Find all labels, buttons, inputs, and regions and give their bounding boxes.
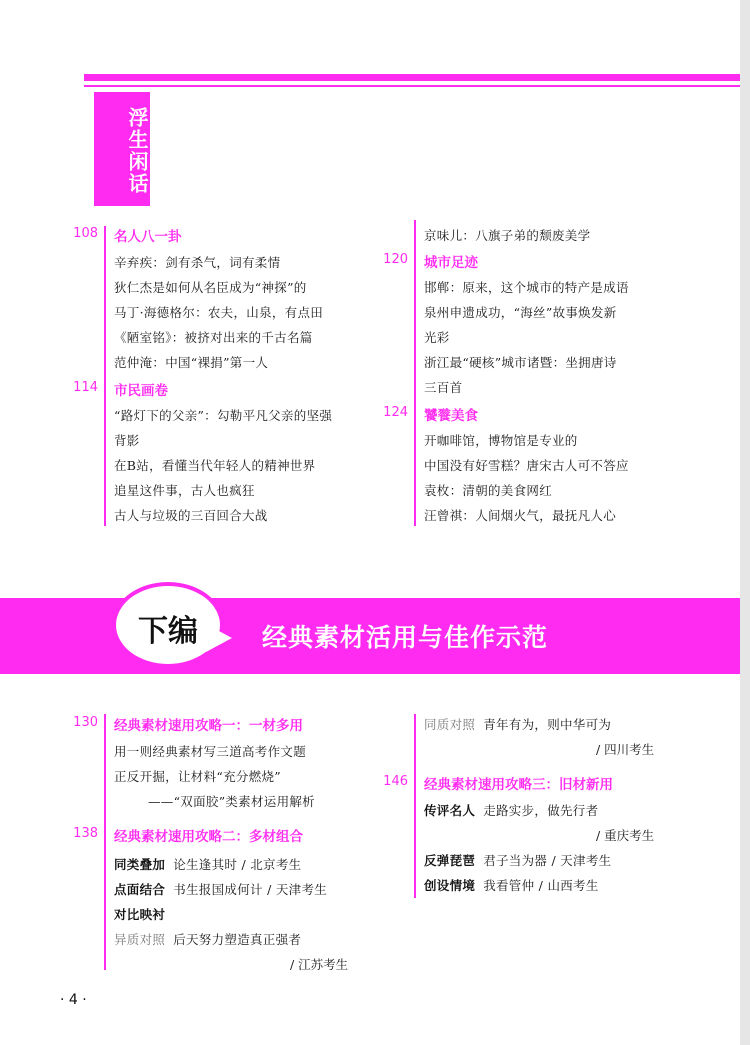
entry-text: 我看管仲 / 山西考生 bbox=[483, 878, 599, 893]
entry-text: 后天努力塑造真正强者 bbox=[173, 932, 302, 947]
toc-entry[interactable]: 狄仁杰是如何从名臣成为“神探”的 bbox=[114, 280, 307, 295]
toc-entry[interactable] bbox=[424, 876, 599, 894]
toc-entry[interactable] bbox=[424, 801, 598, 819]
toc-entry[interactable]: 马丁·海德格尔：农夫，山泉，有点田 bbox=[114, 305, 324, 320]
entry-tag: 创设情境 bbox=[424, 878, 476, 893]
toc-entry[interactable]: 泉州申遗成功，“海丝”故事焕发新 bbox=[424, 305, 617, 320]
page-number[interactable]: 138 bbox=[73, 826, 98, 841]
entry-text: 论生逢其时 / 北京考生 bbox=[173, 857, 302, 872]
toc-entry[interactable]: 浙江最“硬核”城市诸暨：坐拥唐诗 bbox=[424, 355, 617, 370]
toc-entry[interactable] bbox=[114, 880, 327, 898]
author-line: / 四川考生 bbox=[596, 742, 655, 757]
entry-tag: 对比映衬 bbox=[114, 907, 166, 922]
page-number[interactable]: 146 bbox=[383, 774, 408, 789]
toc-entry[interactable]: 袁枚：清朝的美食网红 bbox=[424, 483, 553, 498]
toc-entry[interactable]: 汪曾祺：人间烟火气，最抚凡人心 bbox=[424, 508, 617, 523]
toc-entry[interactable]: 光彩 bbox=[424, 330, 450, 345]
part-badge-label: 下编 bbox=[138, 614, 198, 649]
toc-heading[interactable]: 经典素材速用攻略二：多材组合 bbox=[114, 829, 303, 845]
toc-entry[interactable]: 中国没有好雪糕？唐宋古人可不答应 bbox=[424, 458, 629, 473]
toc-entry[interactable]: 三百首 bbox=[424, 380, 463, 395]
column-rule-left bbox=[104, 226, 106, 526]
column-rule-left-2 bbox=[104, 714, 106, 970]
entry-tag: 同类叠加 bbox=[114, 857, 166, 872]
toc-entry[interactable]: 开咖啡馆，博物馆是专业的 bbox=[424, 433, 578, 448]
entry-tag: 异质对照 bbox=[114, 932, 166, 947]
toc-entry[interactable] bbox=[114, 930, 301, 948]
page-number[interactable]: 120 bbox=[383, 252, 408, 267]
part-title: 经典素材活用与佳作示范 bbox=[262, 623, 549, 652]
entry-text: 君子当为器 / 天津考生 bbox=[483, 853, 612, 868]
author-line: / 江苏考生 bbox=[290, 957, 349, 972]
page-number[interactable]: 130 bbox=[73, 715, 98, 730]
toc-entry[interactable] bbox=[114, 855, 301, 873]
toc-entry[interactable]: 用一则经典素材写三道高考作文题 bbox=[114, 744, 307, 759]
page-number[interactable]: 124 bbox=[383, 405, 408, 420]
entry-tag: 同质对照 bbox=[424, 717, 476, 732]
toc-heading[interactable]: 经典素材速用攻略三：旧材新用 bbox=[424, 777, 613, 793]
page-edge bbox=[740, 0, 750, 1045]
toc-entry[interactable] bbox=[424, 851, 611, 869]
top-rule bbox=[84, 74, 740, 81]
entry-tag: 传评名人 bbox=[424, 803, 476, 818]
toc-entry[interactable]: 古人与垃圾的三百回合大战 bbox=[114, 508, 268, 523]
author-line: / 重庆考生 bbox=[596, 828, 655, 843]
toc-heading[interactable]: 名人八一卦 bbox=[114, 229, 182, 245]
toc-entry[interactable] bbox=[424, 715, 611, 733]
entry-text: 走路实步，做先行者 bbox=[483, 803, 599, 818]
toc-entry[interactable]: 正反开掘，让材料“充分燃烧” bbox=[114, 769, 281, 784]
page-footer-number: · 4 · bbox=[60, 992, 87, 1008]
toc-entry[interactable]: 在B站，看懂当代年轻人的精神世界 bbox=[114, 458, 316, 473]
toc-entry[interactable]: “路灯下的父亲”：勾勒平凡父亲的坚强 bbox=[114, 408, 333, 423]
toc-entry[interactable]: 《陋室铭》：被挤对出来的千古名篇 bbox=[114, 330, 313, 345]
toc-entry[interactable]: ——“双面胶”类素材运用解析 bbox=[148, 794, 315, 809]
top-rule-thin bbox=[84, 85, 740, 87]
page-number[interactable]: 114 bbox=[73, 380, 98, 395]
page-number[interactable]: 108 bbox=[73, 226, 98, 241]
entry-text: 书生报国成何计 / 天津考生 bbox=[173, 882, 328, 897]
toc-entry[interactable]: 京味儿：八旗子弟的颓废美学 bbox=[424, 228, 591, 243]
entry-tag: 点面结合 bbox=[114, 882, 166, 897]
entry-tag: 反弹琵琶 bbox=[424, 853, 476, 868]
toc-heading[interactable]: 城市足迹 bbox=[424, 255, 478, 271]
toc-entry[interactable]: 范仲淹：中国“裸捐”第一人 bbox=[114, 355, 269, 370]
toc-entry[interactable]: 邯郸：原来，这个城市的特产是成语 bbox=[424, 280, 629, 295]
column-rule-right-2 bbox=[414, 714, 416, 898]
section-title: 浮生闲话 bbox=[94, 92, 150, 206]
toc-entry[interactable]: 追星这件事，古人也疯狂 bbox=[114, 483, 255, 498]
toc-entry[interactable] bbox=[114, 905, 173, 923]
toc-heading[interactable]: 饕餮美食 bbox=[424, 408, 478, 424]
entry-text: 青年有为，则中华可为 bbox=[483, 717, 612, 732]
toc-entry[interactable]: 辛弃疾：剑有杀气，词有柔情 bbox=[114, 255, 281, 270]
column-rule-right bbox=[414, 220, 416, 526]
toc-entry[interactable]: 背影 bbox=[114, 433, 140, 448]
toc-heading[interactable]: 市民画卷 bbox=[114, 383, 168, 399]
toc-heading[interactable]: 经典素材速用攻略一：一材多用 bbox=[114, 718, 303, 734]
